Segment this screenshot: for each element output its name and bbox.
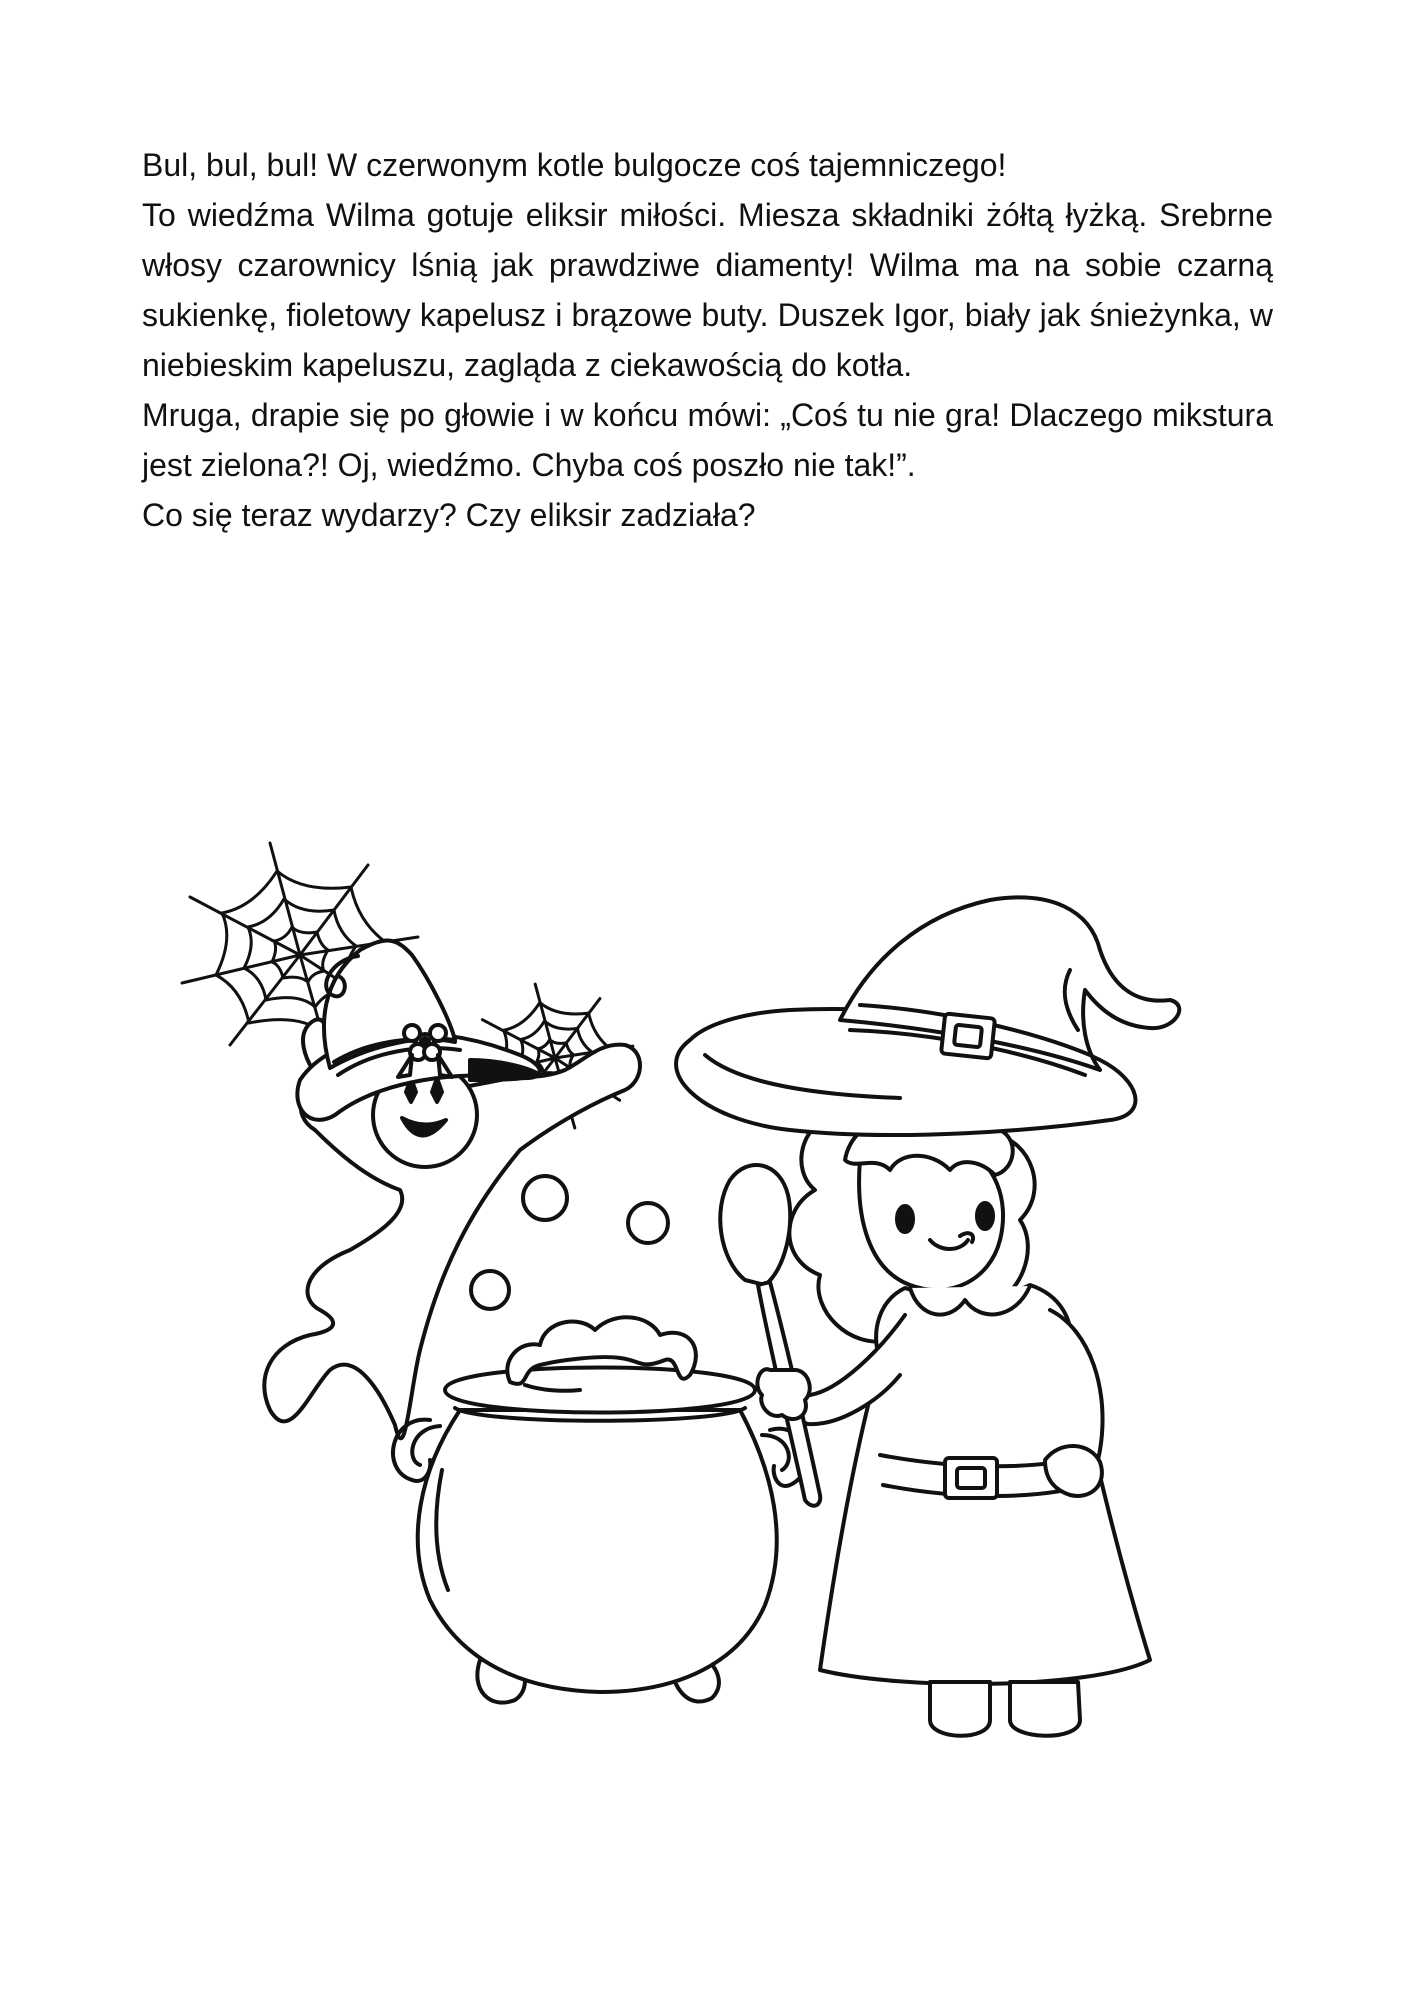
potion-bubbles [471,1176,668,1309]
story-paragraph: Mruga, drapie się po głowie i w końcu mówi: „Coś tu nie gra! Dlaczego mikstura jest zielona?! Oj, wiedźmo. Chyba coś poszło nie tak!”. [142,397,1273,483]
ghost [264,941,640,1439]
coloring-illustration [0,830,1414,2000]
story-paragraph: To wiedźma Wilma gotuje eliksir miłości. Miesza składniki żółtą łyżką. Srebrne włosy czarownicy lśnią jak prawdziwe diamenty! Wilma ma na sobie czarną sukienkę, fioletowy kapelusz i brązowe buty. Duszek Igor, biały jak śnieżynka, w niebieskim kapeluszu, zagląda z ciekawością do kotła. [142,197,1273,383]
cauldron [393,1317,807,1702]
story-paragraph: Co się teraz wydarzy? Czy eliksir zadziała? [142,497,756,533]
story-text [142,140,1273,540]
story-paragraph: Bul, bul, bul! W czerwonym kotle bulgocze coś tajemniczego! [142,147,1007,183]
